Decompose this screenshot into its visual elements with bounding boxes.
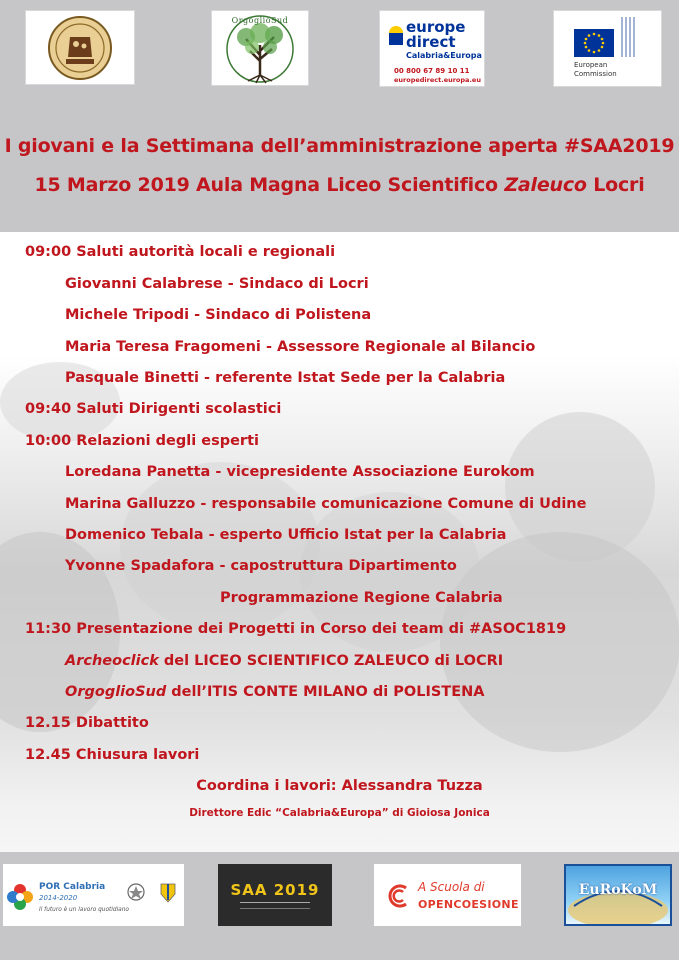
por-flower-icon bbox=[5, 882, 35, 912]
program-row: Programmazione Regione Calabria bbox=[220, 590, 503, 606]
program-row: Giovanni Calabrese - Sindaco di Locri bbox=[65, 276, 369, 292]
saa-divider bbox=[240, 902, 310, 903]
program-row: Domenico Tebala - esperto Ufficio Istat per la Calabria bbox=[65, 527, 507, 543]
director: Direttore Edic “Calabria&Europa” di Gioiosa Jonica bbox=[189, 807, 490, 819]
program-row: 09:00 Saluti autorità locali e regionali bbox=[25, 244, 336, 260]
commission-building-icon bbox=[620, 17, 636, 57]
eu-stars-icon bbox=[386, 25, 406, 47]
program-row bbox=[65, 683, 484, 701]
event-subtitle-italic: Zaleuco bbox=[504, 174, 587, 196]
program-row: 12.45 Chiusura lavori bbox=[25, 747, 200, 763]
program-row: 10:00 Relazioni degli esperti bbox=[25, 433, 259, 449]
europe-direct-site: europedirect.europa.eu bbox=[394, 76, 481, 84]
saa-title: SAA 2019 bbox=[230, 881, 320, 899]
commission-line1: European bbox=[574, 61, 608, 69]
program-row: Michele Tripodi - Sindaco di Polistena bbox=[65, 307, 372, 323]
logo-orgogliosud bbox=[211, 10, 309, 86]
calabria-shield-icon bbox=[159, 882, 177, 904]
event-subtitle bbox=[0, 174, 679, 196]
saa-seal-icon bbox=[26, 11, 134, 84]
logo-asoc bbox=[374, 864, 521, 926]
logo-european-commission bbox=[553, 10, 662, 87]
europe-direct-line3: Calabria&Europa bbox=[406, 51, 482, 60]
project-school: dell’ITIS CONTE MILANO di POLISTENA bbox=[166, 684, 485, 700]
event-title: I giovani e la Settimana dell’amministrazione aperta #SAA2019 bbox=[4, 135, 675, 157]
program-row: Marina Galluzzo - responsabile comunicazione Comune di Udine bbox=[65, 496, 587, 512]
project-school: del LICEO SCIENTIFICO ZALEUCO di LOCRI bbox=[158, 653, 504, 669]
por-line1: POR Calabria bbox=[39, 882, 106, 892]
logo-saa-seal bbox=[25, 10, 135, 85]
italy-emblem-icon bbox=[126, 882, 146, 904]
event-subtitle-post: Locri bbox=[586, 174, 645, 196]
asoc-line1: A Scuola di bbox=[418, 880, 485, 894]
europe-direct-line2: direct bbox=[406, 33, 456, 51]
program-row: 11:30 Presentazione dei Progetti in Corso dei team di #ASOC1819 bbox=[25, 621, 567, 637]
commission-line2: Commission bbox=[574, 70, 617, 78]
saa-divider bbox=[240, 908, 310, 909]
orgogliosud-logo-text: OrgoglioSud bbox=[231, 16, 289, 25]
project-name: OrgoglioSud bbox=[65, 684, 167, 700]
program-row: Loredana Panetta - vicepresidente Associazione Eurokom bbox=[65, 464, 535, 480]
europe-direct-line1: europe bbox=[406, 18, 466, 36]
logo-eurokom bbox=[564, 864, 672, 926]
por-line2: 2014-2020 bbox=[39, 894, 78, 902]
program-row: 12.15 Dibattito bbox=[25, 715, 149, 731]
coordinator: Coordina i lavori: Alessandra Tuzza bbox=[196, 778, 483, 794]
asoc-line2: OPENCOESIONE bbox=[418, 898, 519, 911]
project-name: Archeoclick bbox=[65, 653, 159, 669]
program-row: Yvonne Spadafora - capostruttura Dipartimento bbox=[65, 558, 457, 574]
europe-direct-phone: 00 800 67 89 10 11 bbox=[394, 67, 470, 75]
logo-europe-direct bbox=[379, 10, 485, 87]
program-row: Maria Teresa Fragomeni - Assessore Regionale al Bilancio bbox=[65, 339, 536, 355]
asoc-arcs-icon bbox=[384, 882, 412, 910]
eurokom-text: EuRoKoM bbox=[578, 882, 658, 898]
logo-saa2019 bbox=[218, 864, 332, 926]
event-subtitle-pre: 15 Marzo 2019 Aula Magna Liceo Scientifico bbox=[34, 174, 505, 196]
por-line3: Il futuro è un lavoro quotidiano bbox=[39, 907, 129, 913]
logo-por-calabria bbox=[3, 864, 184, 926]
eu-flag-icon bbox=[574, 29, 614, 57]
program-row bbox=[65, 652, 503, 670]
program-row: Pasquale Binetti - referente Istat Sede per la Calabria bbox=[65, 370, 506, 386]
program-row: 09:40 Saluti Dirigenti scolastici bbox=[25, 401, 282, 417]
